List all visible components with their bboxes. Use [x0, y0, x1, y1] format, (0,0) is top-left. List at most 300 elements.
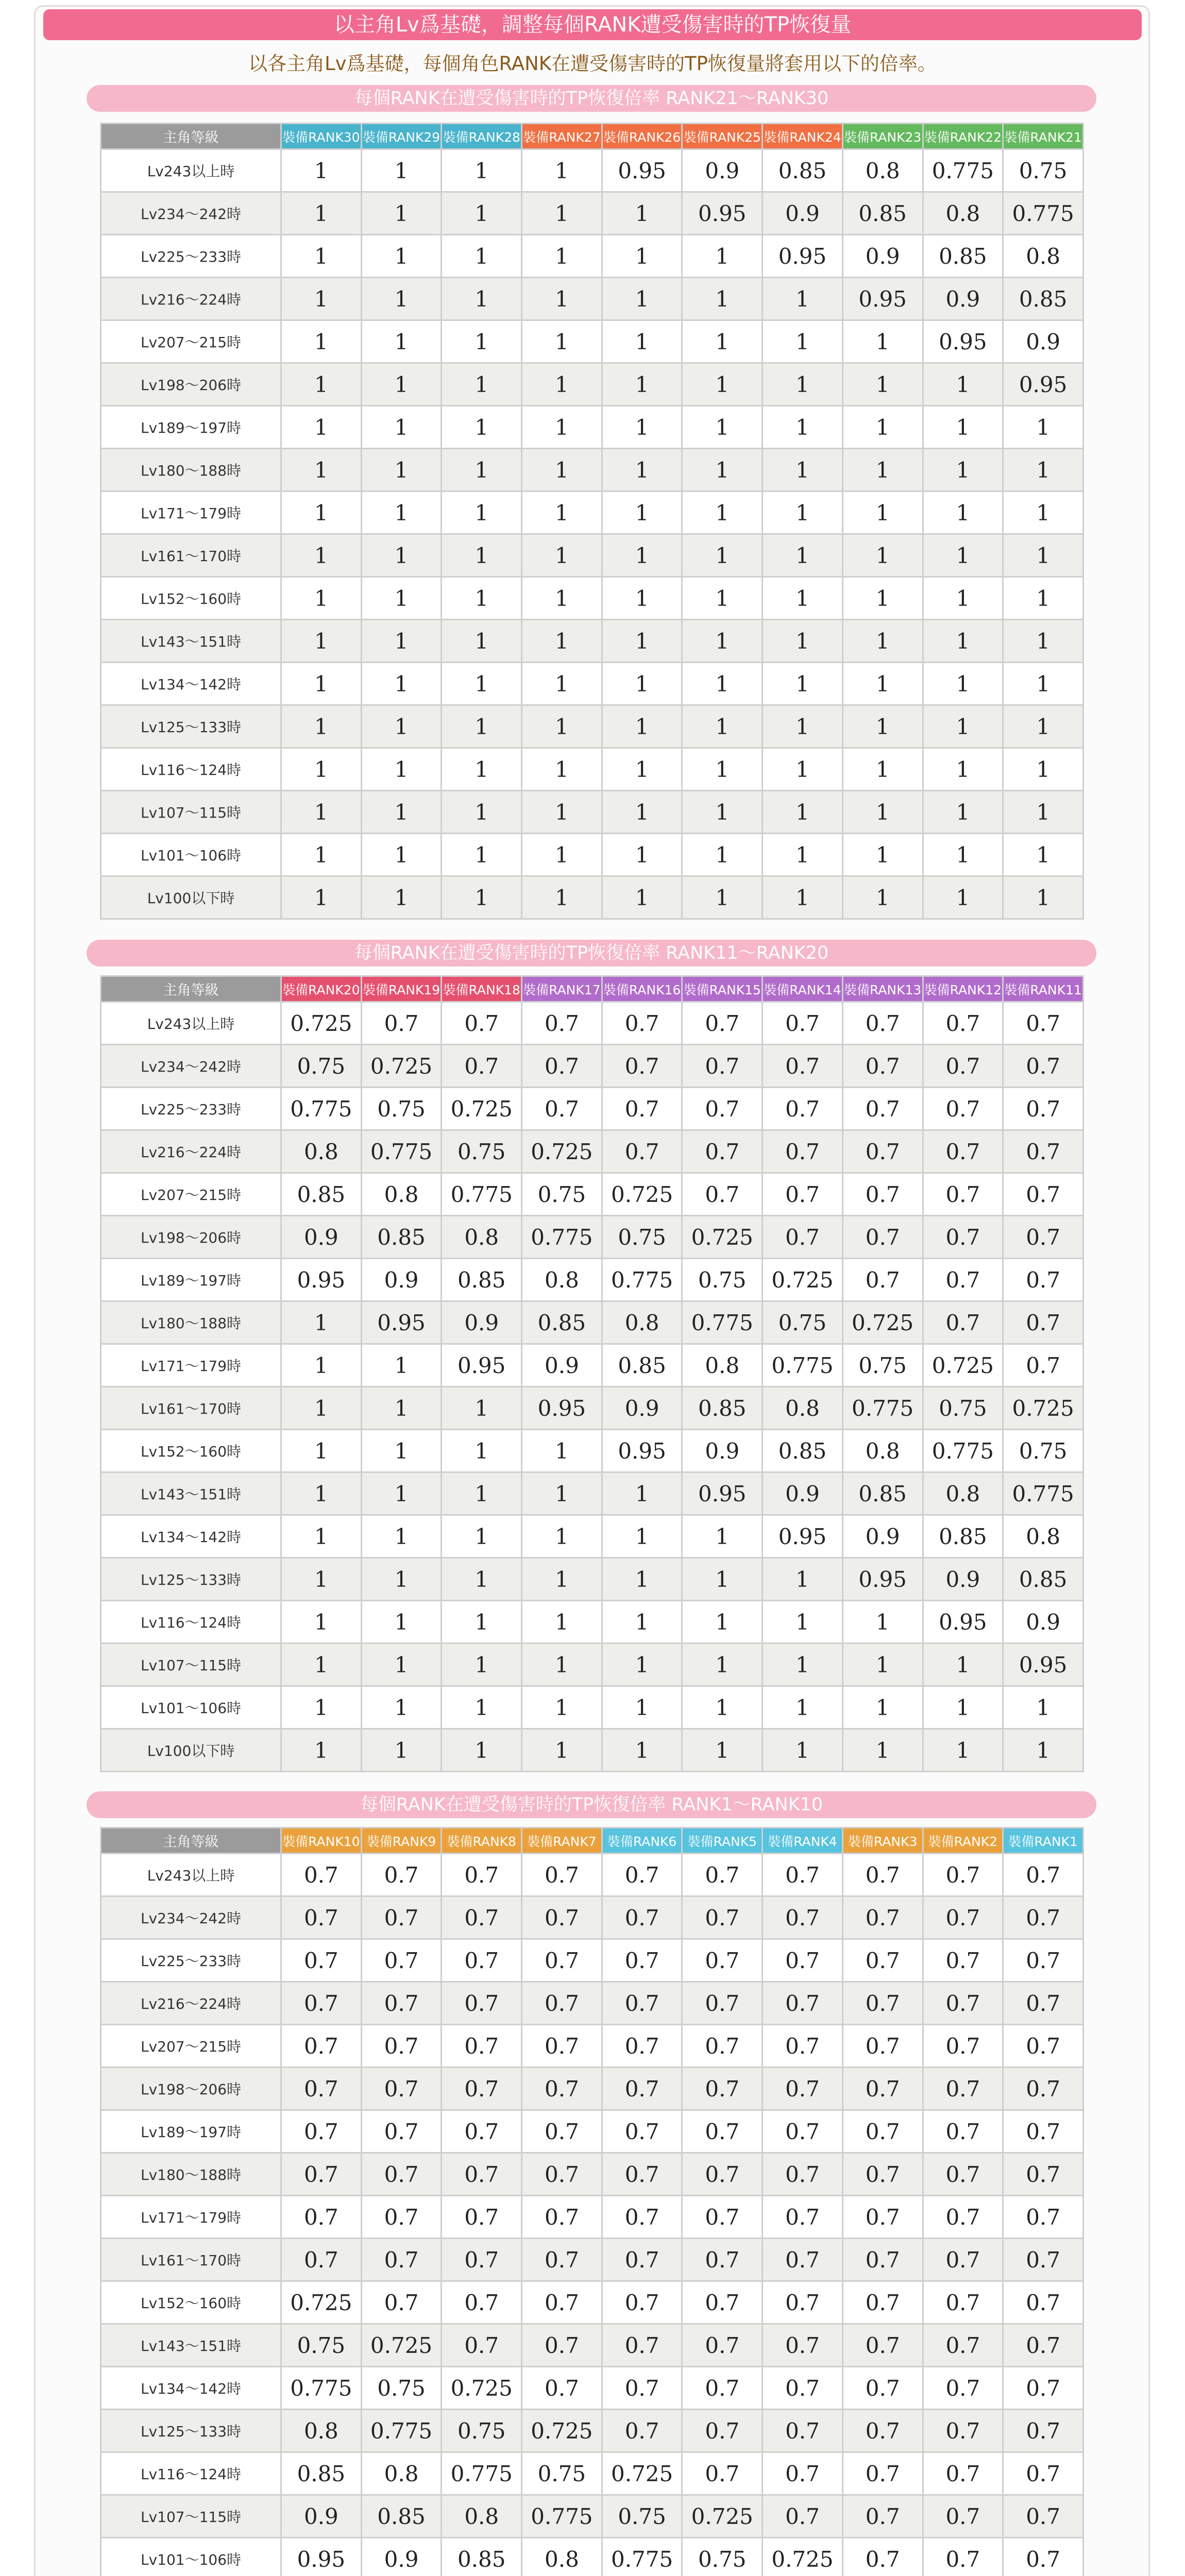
rank-column-header: 裝備RANK16 — [602, 976, 682, 1002]
multiplier-cell: 1 — [442, 834, 522, 876]
level-cell: Lv143～151時 — [101, 620, 281, 663]
table-row — [101, 1344, 1084, 1387]
multiplier-cell: 0.7 — [923, 1045, 1003, 1088]
multiplier-cell: 0.7 — [522, 1045, 602, 1088]
multiplier-cell: 0.7 — [281, 1854, 362, 1896]
multiplier-cell: 0.95 — [442, 1344, 522, 1387]
multiplier-cell: 1 — [442, 278, 522, 320]
multiplier-cell: 0.9 — [1003, 320, 1084, 363]
multiplier-cell: 1 — [522, 192, 602, 235]
multiplier-cell: 1 — [842, 705, 923, 748]
multiplier-cell: 1 — [1003, 406, 1084, 449]
multiplier-cell: 0.75 — [442, 2410, 522, 2452]
multiplier-cell: 0.7 — [522, 2153, 602, 2196]
level-cell: Lv125～133時 — [101, 1558, 281, 1601]
rank-column-header: 裝備RANK29 — [361, 124, 442, 149]
table-header-row — [101, 124, 1084, 149]
multiplier-cell: 1 — [923, 449, 1003, 492]
multiplier-cell: 1 — [281, 1344, 362, 1387]
multiplier-cell: 0.7 — [682, 1002, 763, 1045]
multiplier-cell: 0.7 — [923, 2196, 1003, 2239]
multiplier-cell: 0.7 — [602, 1045, 682, 1088]
multiplier-cell: 1 — [522, 320, 602, 363]
multiplier-cell: 0.95 — [1003, 363, 1084, 406]
level-cell: Lv180～188時 — [101, 449, 281, 492]
multiplier-cell: 0.7 — [923, 1982, 1003, 2025]
multiplier-cell: 1 — [361, 876, 442, 919]
level-cell: Lv143～151時 — [101, 2324, 281, 2367]
multiplier-cell: 1 — [442, 363, 522, 406]
multiplier-cell: 0.7 — [281, 2239, 362, 2281]
multiplier-cell: 1 — [842, 363, 923, 406]
table-row — [101, 1002, 1084, 1045]
multiplier-cell: 0.8 — [842, 149, 923, 192]
multiplier-cell: 0.7 — [1003, 2410, 1084, 2452]
multiplier-cell: 0.7 — [763, 1130, 843, 1173]
multiplier-cell: 0.775 — [361, 1130, 442, 1173]
level-cell: Lv152～160時 — [101, 1430, 281, 1472]
level-cell: Lv134～142時 — [101, 1515, 281, 1558]
multiplier-cell: 1 — [361, 834, 442, 876]
level-cell: Lv225～233時 — [101, 1939, 281, 1982]
multiplier-cell: 0.7 — [842, 2495, 923, 2538]
level-cell: Lv189～197時 — [101, 406, 281, 449]
multiplier-cell: 0.75 — [281, 1045, 362, 1088]
multiplier-cell: 1 — [842, 834, 923, 876]
multiplier-cell: 0.7 — [842, 1173, 923, 1216]
multiplier-cell: 1 — [923, 1686, 1003, 1729]
multiplier-cell: 0.725 — [522, 2410, 602, 2452]
multiplier-cell: 1 — [602, 235, 682, 278]
multiplier-cell: 0.7 — [842, 2367, 923, 2410]
multiplier-cell: 1 — [442, 620, 522, 663]
multiplier-cell: 0.7 — [602, 1982, 682, 2025]
multiplier-cell: 0.7 — [522, 2324, 602, 2367]
multiplier-cell: 0.7 — [923, 1896, 1003, 1939]
multiplier-cell: 0.9 — [522, 1344, 602, 1387]
multiplier-cell: 0.7 — [763, 1896, 843, 1939]
rank-column-header: 裝備RANK7 — [522, 1828, 602, 1854]
level-cell: Lv107～115時 — [101, 2495, 281, 2538]
multiplier-cell: 0.7 — [281, 2110, 362, 2153]
multiplier-cell: 0.725 — [923, 1344, 1003, 1387]
multiplier-cell: 1 — [923, 577, 1003, 620]
level-cell: Lv216～224時 — [101, 1130, 281, 1173]
multiplier-cell: 0.7 — [682, 2281, 763, 2324]
multiplier-cell: 0.7 — [522, 2110, 602, 2153]
rank-table-2 — [100, 975, 1084, 1772]
level-cell: Lv101～106時 — [101, 2538, 281, 2576]
multiplier-cell: 0.7 — [1003, 2324, 1084, 2367]
multiplier-cell: 1 — [682, 363, 763, 406]
multiplier-cell: 1 — [682, 492, 763, 534]
multiplier-cell: 0.95 — [923, 320, 1003, 363]
multiplier-cell: 0.8 — [442, 1216, 522, 1259]
rank-column-header: 裝備RANK2 — [923, 1828, 1003, 1854]
multiplier-cell: 0.7 — [602, 2153, 682, 2196]
multiplier-cell: 0.7 — [923, 2025, 1003, 2067]
multiplier-cell: 1 — [682, 620, 763, 663]
multiplier-cell: 1 — [602, 406, 682, 449]
multiplier-cell: 0.7 — [522, 2025, 602, 2067]
multiplier-cell: 0.7 — [763, 2110, 843, 2153]
multiplier-cell: 0.7 — [763, 1982, 843, 2025]
multiplier-cell: 0.7 — [442, 2281, 522, 2324]
table-row — [101, 449, 1084, 492]
table-row — [101, 2324, 1084, 2367]
multiplier-cell: 0.7 — [923, 1301, 1003, 1344]
multiplier-cell: 0.7 — [361, 1002, 442, 1045]
multiplier-cell: 0.775 — [602, 2538, 682, 2576]
multiplier-cell: 0.7 — [361, 1939, 442, 1982]
multiplier-cell: 1 — [281, 876, 362, 919]
multiplier-cell: 1 — [682, 834, 763, 876]
table-row — [101, 705, 1084, 748]
multiplier-cell: 0.75 — [923, 1387, 1003, 1430]
level-cell: Lv198～206時 — [101, 2067, 281, 2110]
multiplier-cell: 1 — [361, 149, 442, 192]
multiplier-cell: 0.75 — [281, 2324, 362, 2367]
multiplier-cell: 0.9 — [361, 2538, 442, 2576]
multiplier-cell: 0.775 — [1003, 1472, 1084, 1515]
multiplier-cell: 1 — [682, 663, 763, 705]
multiplier-cell: 0.7 — [361, 2239, 442, 2281]
multiplier-cell: 1 — [361, 192, 442, 235]
multiplier-cell: 1 — [763, 577, 843, 620]
multiplier-cell: 1 — [361, 705, 442, 748]
multiplier-cell: 1 — [602, 278, 682, 320]
multiplier-cell: 1 — [602, 1601, 682, 1643]
multiplier-cell: 1 — [281, 149, 362, 192]
multiplier-cell: 0.7 — [602, 1130, 682, 1173]
multiplier-cell: 1 — [522, 1643, 602, 1686]
level-cell: Lv216～224時 — [101, 1982, 281, 2025]
multiplier-cell: 1 — [281, 620, 362, 663]
multiplier-cell: 0.75 — [1003, 149, 1084, 192]
multiplier-cell: 0.7 — [1003, 1939, 1084, 1982]
multiplier-cell: 1 — [522, 620, 602, 663]
multiplier-cell: 1 — [602, 1729, 682, 1772]
multiplier-cell: 1 — [361, 278, 442, 320]
multiplier-cell: 0.8 — [522, 1259, 602, 1301]
multiplier-cell: 0.7 — [842, 1982, 923, 2025]
table-header-row — [101, 1828, 1084, 1854]
multiplier-cell: 1 — [442, 577, 522, 620]
multiplier-cell: 0.7 — [682, 2153, 763, 2196]
multiplier-cell: 0.7 — [923, 1088, 1003, 1130]
multiplier-cell: 1 — [1003, 876, 1084, 919]
table-row — [101, 1854, 1084, 1896]
table-row — [101, 1558, 1084, 1601]
multiplier-cell: 0.7 — [763, 1854, 843, 1896]
multiplier-cell: 0.775 — [522, 2495, 602, 2538]
multiplier-cell: 1 — [361, 1601, 442, 1643]
multiplier-cell: 0.7 — [522, 1088, 602, 1130]
multiplier-cell: 1 — [522, 278, 602, 320]
rank-column-header: 裝備RANK18 — [442, 976, 522, 1002]
multiplier-cell: 1 — [281, 1558, 362, 1601]
multiplier-cell: 0.7 — [842, 2067, 923, 2110]
multiplier-cell: 0.7 — [763, 2196, 843, 2239]
table-row — [101, 492, 1084, 534]
multiplier-cell: 0.7 — [442, 1896, 522, 1939]
multiplier-cell: 0.7 — [682, 2196, 763, 2239]
multiplier-cell: 0.7 — [763, 1045, 843, 1088]
multiplier-cell: 1 — [763, 406, 843, 449]
rank-column-header: 裝備RANK4 — [763, 1828, 843, 1854]
multiplier-cell: 0.7 — [842, 2410, 923, 2452]
multiplier-cell: 1 — [281, 791, 362, 834]
rank-column-header: 裝備RANK5 — [682, 1828, 763, 1854]
multiplier-cell: 1 — [682, 1515, 763, 1558]
multiplier-cell: 1 — [361, 406, 442, 449]
multiplier-cell: 0.8 — [361, 2452, 442, 2495]
multiplier-cell: 1 — [442, 235, 522, 278]
multiplier-cell: 1 — [361, 235, 442, 278]
multiplier-cell: 1 — [442, 791, 522, 834]
multiplier-cell: 1 — [682, 1729, 763, 1772]
rank-column-header: 裝備RANK8 — [442, 1828, 522, 1854]
table-row — [101, 1301, 1084, 1344]
multiplier-cell: 1 — [522, 149, 602, 192]
multiplier-cell: 0.7 — [763, 2367, 843, 2410]
multiplier-cell: 0.9 — [682, 149, 763, 192]
multiplier-cell: 1 — [842, 406, 923, 449]
multiplier-cell: 1 — [281, 1301, 362, 1344]
multiplier-cell: 0.8 — [361, 1173, 442, 1216]
multiplier-cell: 1 — [1003, 834, 1084, 876]
multiplier-cell: 1 — [923, 1729, 1003, 1772]
rank-column-header: 裝備RANK15 — [682, 976, 763, 1002]
multiplier-cell: 0.85 — [1003, 1558, 1084, 1601]
multiplier-cell: 1 — [602, 620, 682, 663]
multiplier-cell: 0.8 — [923, 192, 1003, 235]
multiplier-cell: 0.85 — [281, 1173, 362, 1216]
multiplier-cell: 1 — [281, 406, 362, 449]
multiplier-cell: 1 — [442, 492, 522, 534]
level-cell: Lv234～242時 — [101, 1896, 281, 1939]
multiplier-cell: 0.7 — [442, 2153, 522, 2196]
multiplier-cell: 1 — [602, 534, 682, 577]
multiplier-cell: 0.7 — [842, 1896, 923, 1939]
multiplier-cell: 0.7 — [842, 1259, 923, 1301]
multiplier-cell: 1 — [602, 748, 682, 791]
multiplier-cell: 0.85 — [763, 1430, 843, 1472]
table-row — [101, 2367, 1084, 2410]
section-banner-1: 每個RANK在遭受傷害時的TP恢復倍率 RANK21～RANK30 — [87, 85, 1096, 112]
multiplier-cell: 1 — [682, 449, 763, 492]
multiplier-cell: 0.85 — [842, 1472, 923, 1515]
multiplier-cell: 0.7 — [442, 1854, 522, 1896]
multiplier-cell: 0.725 — [842, 1301, 923, 1344]
multiplier-cell: 0.7 — [281, 1982, 362, 2025]
multiplier-cell: 1 — [682, 791, 763, 834]
multiplier-cell: 0.95 — [522, 1387, 602, 1430]
table-row — [101, 1173, 1084, 1216]
table-row — [101, 192, 1084, 235]
multiplier-cell: 0.95 — [682, 1472, 763, 1515]
multiplier-cell: 1 — [522, 406, 602, 449]
multiplier-cell: 1 — [522, 834, 602, 876]
multiplier-cell: 0.7 — [1003, 1982, 1084, 2025]
table-row — [101, 834, 1084, 876]
multiplier-cell: 0.7 — [842, 1939, 923, 1982]
multiplier-cell: 0.7 — [602, 1088, 682, 1130]
level-column-header: 主角等級 — [101, 124, 281, 149]
rank-column-header: 裝備RANK14 — [763, 976, 843, 1002]
multiplier-cell: 0.7 — [842, 1854, 923, 1896]
multiplier-cell: 1 — [682, 577, 763, 620]
multiplier-cell: 0.7 — [842, 2538, 923, 2576]
multiplier-cell: 0.95 — [763, 235, 843, 278]
multiplier-cell: 0.725 — [602, 2452, 682, 2495]
multiplier-cell: 1 — [361, 663, 442, 705]
multiplier-cell: 1 — [281, 1387, 362, 1430]
multiplier-cell: 0.85 — [842, 192, 923, 235]
multiplier-cell: 1 — [361, 1729, 442, 1772]
multiplier-cell: 0.85 — [361, 2495, 442, 2538]
multiplier-cell: 0.7 — [763, 2281, 843, 2324]
multiplier-cell: 0.7 — [763, 2495, 843, 2538]
multiplier-cell: 1 — [281, 1729, 362, 1772]
multiplier-cell: 0.85 — [682, 1387, 763, 1430]
multiplier-cell: 0.7 — [842, 2110, 923, 2153]
multiplier-cell: 0.7 — [842, 2281, 923, 2324]
multiplier-cell: 0.7 — [682, 1896, 763, 1939]
multiplier-cell: 1 — [442, 1430, 522, 1472]
multiplier-cell: 0.7 — [763, 1216, 843, 1259]
multiplier-cell: 1 — [442, 748, 522, 791]
multiplier-cell: 0.725 — [682, 1216, 763, 1259]
multiplier-cell: 1 — [842, 791, 923, 834]
multiplier-cell: 0.7 — [763, 2410, 843, 2452]
multiplier-cell: 1 — [763, 363, 843, 406]
rank-column-header: 裝備RANK11 — [1003, 976, 1084, 1002]
table-row — [101, 1686, 1084, 1729]
multiplier-cell: 0.7 — [522, 1896, 602, 1939]
multiplier-cell: 1 — [281, 663, 362, 705]
multiplier-cell: 1 — [602, 791, 682, 834]
multiplier-cell: 1 — [522, 492, 602, 534]
table-row — [101, 2196, 1084, 2239]
multiplier-cell: 0.7 — [1003, 2281, 1084, 2324]
multiplier-cell: 0.7 — [923, 2538, 1003, 2576]
multiplier-cell: 1 — [522, 577, 602, 620]
multiplier-cell: 0.7 — [522, 2239, 602, 2281]
multiplier-cell: 1 — [1003, 1686, 1084, 1729]
multiplier-cell: 1 — [842, 1686, 923, 1729]
multiplier-cell: 0.7 — [923, 1259, 1003, 1301]
level-cell: Lv125～133時 — [101, 2410, 281, 2452]
multiplier-cell: 1 — [682, 406, 763, 449]
level-cell: Lv189～197時 — [101, 2110, 281, 2153]
multiplier-cell: 0.7 — [923, 1216, 1003, 1259]
multiplier-cell: 0.7 — [361, 1896, 442, 1939]
table-row — [101, 1216, 1084, 1259]
multiplier-cell: 0.7 — [442, 2067, 522, 2110]
multiplier-cell: 0.8 — [442, 2495, 522, 2538]
multiplier-cell: 1 — [602, 1558, 682, 1601]
multiplier-cell: 1 — [442, 449, 522, 492]
multiplier-cell: 0.7 — [842, 1045, 923, 1088]
multiplier-cell: 0.7 — [1003, 2452, 1084, 2495]
multiplier-cell: 1 — [1003, 663, 1084, 705]
multiplier-cell: 0.7 — [842, 1088, 923, 1130]
multiplier-cell: 0.775 — [923, 149, 1003, 192]
multiplier-cell: 1 — [281, 449, 362, 492]
table-row — [101, 534, 1084, 577]
multiplier-cell: 0.9 — [923, 1558, 1003, 1601]
rank-column-header: 裝備RANK28 — [442, 124, 522, 149]
multiplier-cell: 0.95 — [602, 1430, 682, 1472]
multiplier-cell: 0.7 — [923, 1002, 1003, 1045]
rank-column-header: 裝備RANK6 — [602, 1828, 682, 1854]
multiplier-cell: 0.7 — [1003, 2538, 1084, 2576]
multiplier-cell: 1 — [1003, 705, 1084, 748]
table-row — [101, 748, 1084, 791]
rank-column-header: 裝備RANK13 — [842, 976, 923, 1002]
multiplier-cell: 0.7 — [763, 1173, 843, 1216]
multiplier-cell: 1 — [763, 791, 843, 834]
multiplier-cell: 1 — [361, 363, 442, 406]
multiplier-cell: 1 — [763, 449, 843, 492]
multiplier-cell: 0.7 — [763, 1002, 843, 1045]
multiplier-cell: 0.775 — [361, 2410, 442, 2452]
table-row — [101, 876, 1084, 919]
multiplier-cell: 0.95 — [842, 1558, 923, 1601]
multiplier-cell: 0.9 — [1003, 1601, 1084, 1643]
multiplier-cell: 0.7 — [602, 2025, 682, 2067]
table-header-row — [101, 976, 1084, 1002]
multiplier-cell: 0.7 — [682, 2452, 763, 2495]
multiplier-cell: 1 — [361, 1430, 442, 1472]
rank-column-header: 裝備RANK20 — [281, 976, 362, 1002]
multiplier-cell: 0.7 — [602, 2196, 682, 2239]
multiplier-cell: 1 — [923, 363, 1003, 406]
multiplier-cell: 0.75 — [442, 1130, 522, 1173]
multiplier-cell: 1 — [522, 363, 602, 406]
multiplier-cell: 1 — [602, 577, 682, 620]
table-row — [101, 1515, 1084, 1558]
multiplier-cell: 0.9 — [361, 1259, 442, 1301]
multiplier-cell: 0.725 — [442, 1088, 522, 1130]
level-cell: Lv180～188時 — [101, 2153, 281, 2196]
multiplier-cell: 1 — [361, 492, 442, 534]
multiplier-cell: 1 — [602, 705, 682, 748]
multiplier-cell: 0.7 — [522, 1982, 602, 2025]
multiplier-cell: 0.8 — [923, 1472, 1003, 1515]
multiplier-cell: 0.7 — [763, 1939, 843, 1982]
multiplier-cell: 0.7 — [281, 1896, 362, 1939]
multiplier-cell: 0.7 — [1003, 2239, 1084, 2281]
multiplier-cell: 0.725 — [361, 1045, 442, 1088]
multiplier-cell: 1 — [442, 1558, 522, 1601]
multiplier-cell: 0.9 — [842, 1515, 923, 1558]
multiplier-cell: 0.7 — [923, 1854, 1003, 1896]
level-cell: Lv198～206時 — [101, 363, 281, 406]
multiplier-cell: 0.7 — [1003, 2067, 1084, 2110]
table-row — [101, 2281, 1084, 2324]
multiplier-cell: 0.775 — [281, 2367, 362, 2410]
multiplier-cell: 0.7 — [442, 2239, 522, 2281]
multiplier-cell: 0.7 — [602, 1002, 682, 1045]
multiplier-cell: 0.7 — [522, 2067, 602, 2110]
multiplier-cell: 1 — [763, 663, 843, 705]
multiplier-cell: 0.75 — [1003, 1430, 1084, 1472]
multiplier-cell: 1 — [522, 748, 602, 791]
multiplier-cell: 0.7 — [442, 2324, 522, 2367]
multiplier-cell: 0.8 — [281, 1130, 362, 1173]
